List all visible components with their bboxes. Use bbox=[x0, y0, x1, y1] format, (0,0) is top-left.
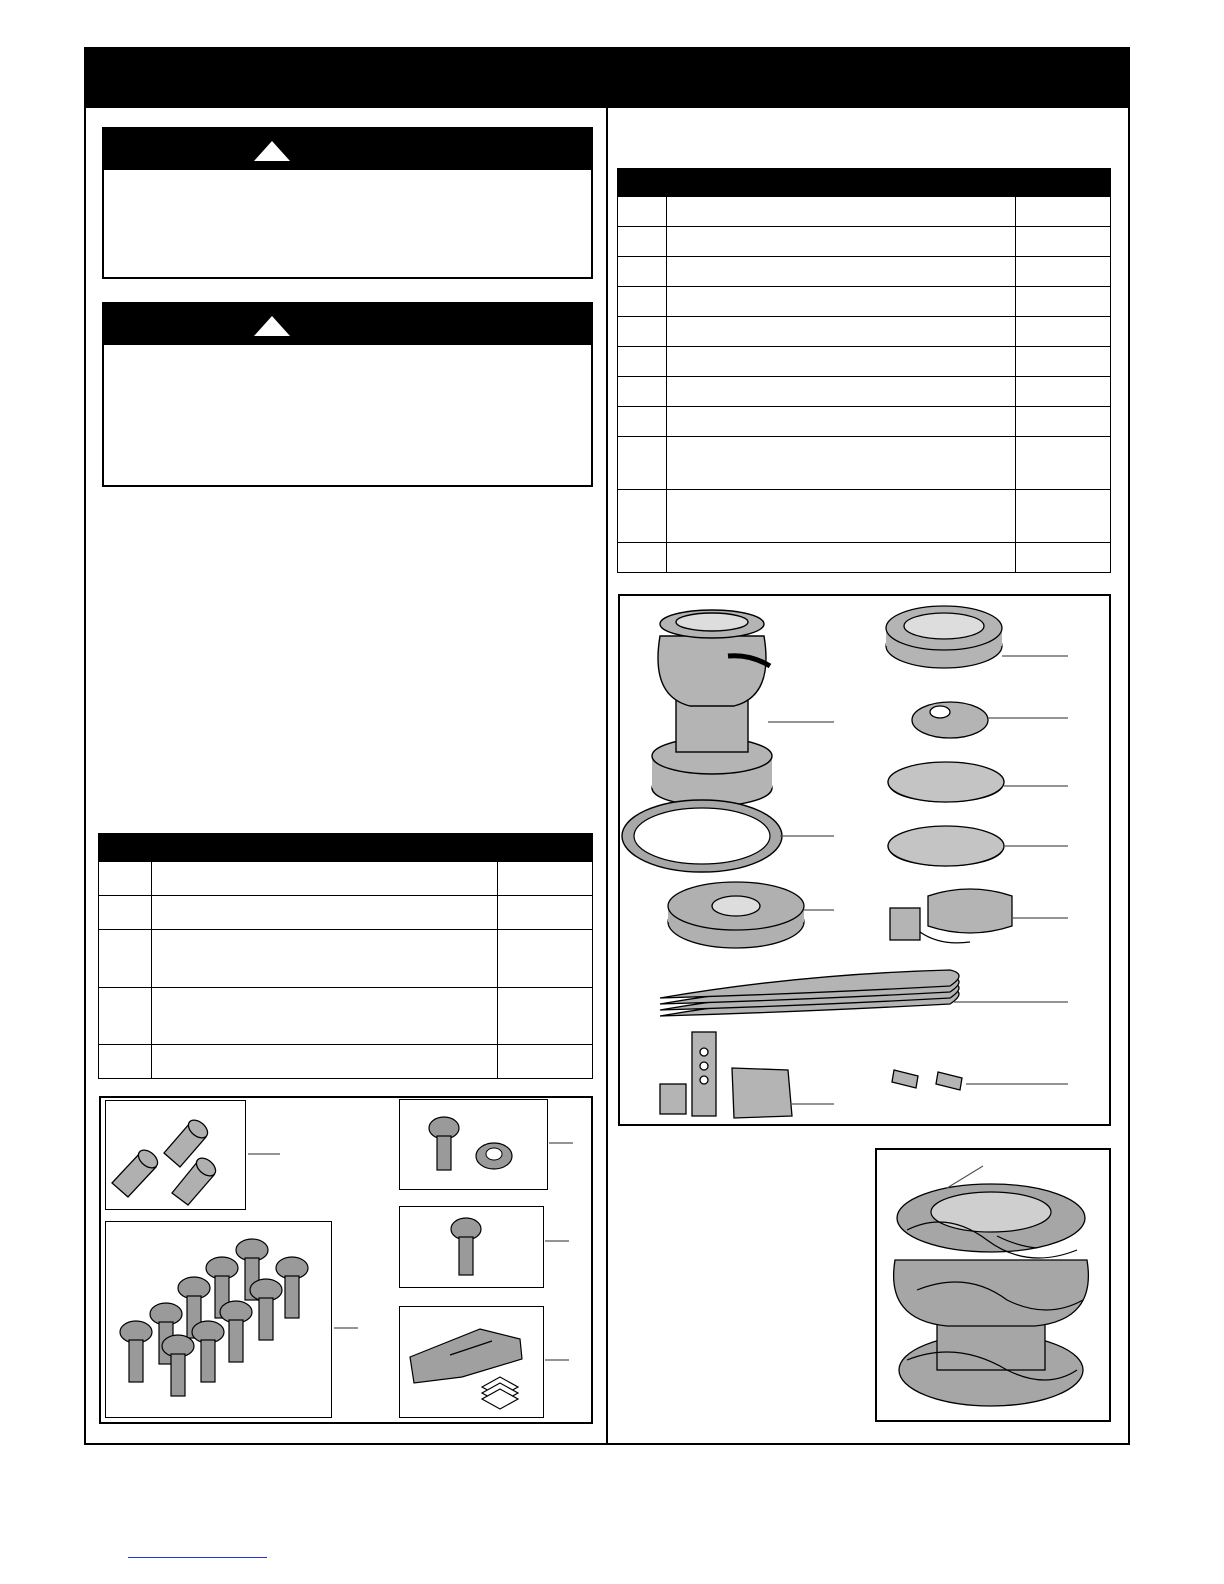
screw-icon bbox=[429, 1117, 459, 1170]
table-row bbox=[99, 987, 593, 1044]
trim-ring-icon bbox=[622, 800, 782, 872]
screw-washer-art bbox=[400, 1100, 549, 1191]
table-header-cell bbox=[667, 169, 1016, 197]
table-header-cell bbox=[1016, 169, 1111, 197]
blade-screws-panel bbox=[105, 1221, 332, 1418]
parts-illustration-panel bbox=[618, 594, 1111, 1126]
table-row bbox=[618, 407, 1111, 437]
table-row bbox=[99, 930, 593, 987]
blade-icon bbox=[660, 970, 959, 1016]
leader-line bbox=[549, 1139, 575, 1147]
remote-control-icon bbox=[660, 1032, 792, 1118]
table-row bbox=[618, 257, 1111, 287]
balancing-kit-icon bbox=[400, 1307, 545, 1419]
warning-header-bar bbox=[104, 304, 591, 345]
hardware-table bbox=[98, 833, 593, 1079]
column-divider bbox=[606, 108, 608, 1445]
canopy-icon bbox=[886, 606, 1002, 668]
table-row bbox=[618, 197, 1111, 227]
packaged-motor-panel bbox=[875, 1148, 1111, 1422]
wire-connectors-panel bbox=[105, 1100, 246, 1210]
table-row bbox=[99, 896, 593, 930]
leader-line bbox=[545, 1356, 571, 1364]
table-header-cell bbox=[618, 169, 667, 197]
table-row bbox=[99, 1044, 593, 1078]
table-header-row bbox=[618, 169, 1111, 197]
warning-header-bar bbox=[104, 129, 591, 170]
table-row bbox=[618, 543, 1111, 573]
leader-line bbox=[248, 1150, 283, 1158]
table-header-cell bbox=[99, 834, 152, 862]
footer-link-underline bbox=[128, 1557, 267, 1558]
leader-line bbox=[334, 1324, 360, 1332]
table-row bbox=[618, 490, 1111, 543]
table-row bbox=[618, 287, 1111, 317]
screw-icon bbox=[400, 1207, 545, 1289]
table-row bbox=[99, 862, 593, 896]
screw-washer-panel bbox=[399, 1099, 548, 1190]
cover-plate-icon bbox=[888, 762, 1004, 802]
table-row bbox=[618, 347, 1111, 377]
page-header-bar bbox=[86, 49, 1128, 108]
packaged-motor-icon bbox=[877, 1150, 1113, 1424]
bulb-icon bbox=[892, 1070, 962, 1090]
screw-icon bbox=[106, 1222, 333, 1419]
warning-triangle-icon bbox=[254, 316, 290, 336]
receiver-icon bbox=[890, 889, 1012, 943]
warning-triangle-icon bbox=[254, 141, 290, 161]
washer-icon bbox=[476, 1143, 512, 1169]
balancing-kit-panel bbox=[399, 1306, 544, 1418]
mounting-plate-icon bbox=[668, 882, 804, 948]
table-header-cell bbox=[498, 834, 593, 862]
single-screw-panel bbox=[399, 1206, 544, 1288]
wire-connector-icon bbox=[106, 1101, 247, 1211]
table-header-cell bbox=[152, 834, 498, 862]
warning-box-2 bbox=[102, 302, 593, 487]
parts-table bbox=[617, 168, 1111, 573]
switch-housing-icon bbox=[912, 702, 988, 738]
motor-housing-icon bbox=[652, 610, 772, 806]
table-row bbox=[618, 377, 1111, 407]
leader-line bbox=[545, 1237, 571, 1245]
table-row bbox=[618, 227, 1111, 257]
cover-plate-icon bbox=[888, 826, 1004, 866]
table-row bbox=[618, 437, 1111, 490]
table-row bbox=[618, 317, 1111, 347]
warning-box-1 bbox=[102, 127, 593, 279]
parts-illustration bbox=[620, 596, 1113, 1128]
table-header-row bbox=[99, 834, 593, 862]
